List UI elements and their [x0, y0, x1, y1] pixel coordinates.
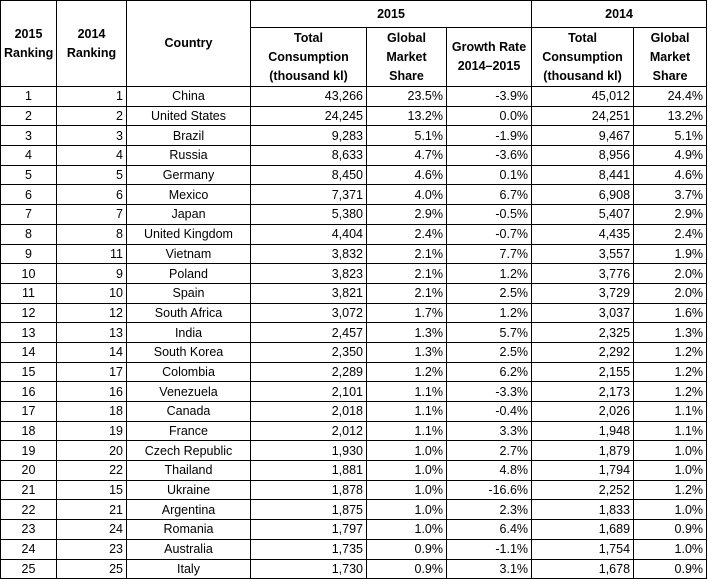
- cell-country: Czech Republic: [127, 441, 251, 461]
- cell-2015-ranking: 9: [1, 244, 57, 264]
- cell-total-consumption-2015: 1,930: [251, 441, 367, 461]
- cell-market-share-2015: 2.1%: [367, 264, 447, 284]
- cell-total-consumption-2014: 1,948: [532, 421, 634, 441]
- table-row: [1, 185, 707, 205]
- header-total-consumption-2014: Total Consumption (thousand kl): [532, 28, 634, 87]
- cell-total-consumption-2015: 1,730: [251, 559, 367, 579]
- table-row: [1, 559, 707, 579]
- table-row: [1, 441, 707, 461]
- cell-total-consumption-2014: 24,251: [532, 106, 634, 126]
- cell-growth-rate: 3.3%: [447, 421, 532, 441]
- cell-2014-ranking: 3: [57, 126, 127, 146]
- table-row: [1, 264, 707, 284]
- cell-market-share-2014: 5.1%: [634, 126, 707, 146]
- cell-growth-rate: -3.6%: [447, 146, 532, 166]
- cell-2015-ranking: 14: [1, 342, 57, 362]
- cell-growth-rate: -0.7%: [447, 224, 532, 244]
- cell-market-share-2014: 1.0%: [634, 441, 707, 461]
- cell-growth-rate: 0.0%: [447, 106, 532, 126]
- cell-market-share-2015: 5.1%: [367, 126, 447, 146]
- cell-total-consumption-2014: 2,155: [532, 362, 634, 382]
- cell-total-consumption-2014: 2,325: [532, 323, 634, 343]
- cell-growth-rate: 3.1%: [447, 559, 532, 579]
- cell-market-share-2015: 2.1%: [367, 283, 447, 303]
- cell-market-share-2015: 1.0%: [367, 441, 447, 461]
- cell-market-share-2015: 2.1%: [367, 244, 447, 264]
- cell-2014-ranking: 18: [57, 402, 127, 422]
- cell-2015-ranking: 5: [1, 165, 57, 185]
- cell-2015-ranking: 21: [1, 480, 57, 500]
- cell-growth-rate: 2.5%: [447, 283, 532, 303]
- cell-2015-ranking: 10: [1, 264, 57, 284]
- cell-market-share-2014: 2.0%: [634, 264, 707, 284]
- cell-country: Canada: [127, 402, 251, 422]
- table-row: [1, 283, 707, 303]
- cell-growth-rate: -1.9%: [447, 126, 532, 146]
- cell-total-consumption-2015: 2,012: [251, 421, 367, 441]
- table-row: [1, 106, 707, 126]
- cell-2015-ranking: 8: [1, 224, 57, 244]
- cell-country: Brazil: [127, 126, 251, 146]
- cell-market-share-2015: 1.1%: [367, 421, 447, 441]
- cell-2014-ranking: 10: [57, 283, 127, 303]
- cell-growth-rate: 1.2%: [447, 303, 532, 323]
- cell-growth-rate: -16.6%: [447, 480, 532, 500]
- cell-market-share-2014: 1.6%: [634, 303, 707, 323]
- cell-2015-ranking: 1: [1, 87, 57, 107]
- cell-total-consumption-2014: 2,173: [532, 382, 634, 402]
- cell-2014-ranking: 4: [57, 146, 127, 166]
- cell-2015-ranking: 7: [1, 205, 57, 225]
- cell-market-share-2015: 1.1%: [367, 382, 447, 402]
- cell-market-share-2015: 1.7%: [367, 303, 447, 323]
- cell-2014-ranking: 12: [57, 303, 127, 323]
- cell-total-consumption-2015: 9,283: [251, 126, 367, 146]
- cell-2015-ranking: 13: [1, 323, 57, 343]
- cell-2014-ranking: 16: [57, 382, 127, 402]
- cell-total-consumption-2015: 3,821: [251, 283, 367, 303]
- table-row: [1, 421, 707, 441]
- cell-market-share-2014: 1.2%: [634, 342, 707, 362]
- cell-market-share-2015: 23.5%: [367, 87, 447, 107]
- table-row: [1, 87, 707, 107]
- cell-total-consumption-2014: 3,776: [532, 264, 634, 284]
- cell-country: Venezuela: [127, 382, 251, 402]
- cell-total-consumption-2014: 3,037: [532, 303, 634, 323]
- cell-total-consumption-2014: 1,833: [532, 500, 634, 520]
- cell-total-consumption-2014: 1,689: [532, 520, 634, 540]
- cell-market-share-2014: 2.9%: [634, 205, 707, 225]
- cell-market-share-2015: 0.9%: [367, 559, 447, 579]
- cell-2014-ranking: 25: [57, 559, 127, 579]
- cell-market-share-2015: 1.3%: [367, 323, 447, 343]
- header-growth-rate: Growth Rate 2014–2015: [447, 28, 532, 87]
- cell-growth-rate: -3.3%: [447, 382, 532, 402]
- cell-market-share-2015: 1.3%: [367, 342, 447, 362]
- cell-country: Argentina: [127, 500, 251, 520]
- table-row: [1, 165, 707, 185]
- table-row: [1, 461, 707, 481]
- cell-total-consumption-2014: 4,435: [532, 224, 634, 244]
- cell-growth-rate: 6.4%: [447, 520, 532, 540]
- cell-growth-rate: 2.3%: [447, 500, 532, 520]
- cell-market-share-2014: 1.2%: [634, 362, 707, 382]
- cell-2014-ranking: 20: [57, 441, 127, 461]
- cell-total-consumption-2015: 1,735: [251, 539, 367, 559]
- cell-market-share-2015: 1.1%: [367, 402, 447, 422]
- cell-2014-ranking: 11: [57, 244, 127, 264]
- cell-market-share-2014: 4.6%: [634, 165, 707, 185]
- cell-market-share-2014: 0.9%: [634, 559, 707, 579]
- table-row: [1, 402, 707, 422]
- table-row: [1, 126, 707, 146]
- cell-total-consumption-2015: 1,881: [251, 461, 367, 481]
- cell-total-consumption-2014: 3,557: [532, 244, 634, 264]
- header-market-share-2015: Global Market Share: [367, 28, 447, 87]
- cell-2014-ranking: 24: [57, 520, 127, 540]
- cell-growth-rate: 2.7%: [447, 441, 532, 461]
- cell-growth-rate: 7.7%: [447, 244, 532, 264]
- header-2015-ranking: 2015 Ranking: [1, 1, 57, 87]
- table-row: [1, 323, 707, 343]
- cell-total-consumption-2015: 2,101: [251, 382, 367, 402]
- cell-country: United Kingdom: [127, 224, 251, 244]
- cell-market-share-2015: 4.6%: [367, 165, 447, 185]
- cell-2015-ranking: 20: [1, 461, 57, 481]
- cell-market-share-2015: 1.0%: [367, 520, 447, 540]
- header-total-consumption-2015: Total Consumption (thousand kl): [251, 28, 367, 87]
- cell-market-share-2014: 1.2%: [634, 382, 707, 402]
- cell-2015-ranking: 25: [1, 559, 57, 579]
- cell-country: Vietnam: [127, 244, 251, 264]
- cell-country: Thailand: [127, 461, 251, 481]
- cell-total-consumption-2014: 45,012: [532, 87, 634, 107]
- cell-total-consumption-2015: 3,072: [251, 303, 367, 323]
- cell-2014-ranking: 17: [57, 362, 127, 382]
- cell-2014-ranking: 6: [57, 185, 127, 205]
- cell-2015-ranking: 15: [1, 362, 57, 382]
- cell-country: Mexico: [127, 185, 251, 205]
- cell-total-consumption-2015: 5,380: [251, 205, 367, 225]
- cell-country: China: [127, 87, 251, 107]
- cell-total-consumption-2014: 9,467: [532, 126, 634, 146]
- cell-country: South Africa: [127, 303, 251, 323]
- cell-growth-rate: -0.4%: [447, 402, 532, 422]
- cell-2014-ranking: 8: [57, 224, 127, 244]
- cell-2015-ranking: 18: [1, 421, 57, 441]
- cell-market-share-2015: 1.0%: [367, 480, 447, 500]
- cell-total-consumption-2015: 2,018: [251, 402, 367, 422]
- cell-country: Australia: [127, 539, 251, 559]
- cell-2015-ranking: 17: [1, 402, 57, 422]
- header-country: Country: [127, 1, 251, 87]
- cell-total-consumption-2014: 1,754: [532, 539, 634, 559]
- table-row: [1, 146, 707, 166]
- table-row: [1, 382, 707, 402]
- cell-market-share-2014: 24.4%: [634, 87, 707, 107]
- cell-total-consumption-2015: 4,404: [251, 224, 367, 244]
- cell-market-share-2014: 1.0%: [634, 461, 707, 481]
- cell-2015-ranking: 12: [1, 303, 57, 323]
- cell-market-share-2014: 2.4%: [634, 224, 707, 244]
- cell-total-consumption-2015: 8,450: [251, 165, 367, 185]
- cell-growth-rate: 6.2%: [447, 362, 532, 382]
- cell-country: Romania: [127, 520, 251, 540]
- cell-2015-ranking: 24: [1, 539, 57, 559]
- cell-total-consumption-2014: 5,407: [532, 205, 634, 225]
- cell-total-consumption-2015: 3,832: [251, 244, 367, 264]
- cell-market-share-2015: 4.0%: [367, 185, 447, 205]
- cell-2015-ranking: 6: [1, 185, 57, 205]
- cell-total-consumption-2014: 2,252: [532, 480, 634, 500]
- cell-2014-ranking: 23: [57, 539, 127, 559]
- table-row: [1, 342, 707, 362]
- cell-2015-ranking: 3: [1, 126, 57, 146]
- cell-country: Spain: [127, 283, 251, 303]
- cell-country: India: [127, 323, 251, 343]
- table-row: [1, 224, 707, 244]
- cell-market-share-2014: 1.1%: [634, 402, 707, 422]
- cell-growth-rate: 5.7%: [447, 323, 532, 343]
- cell-market-share-2014: 1.2%: [634, 480, 707, 500]
- table-row: [1, 480, 707, 500]
- cell-2014-ranking: 5: [57, 165, 127, 185]
- cell-market-share-2014: 2.0%: [634, 283, 707, 303]
- cell-total-consumption-2015: 1,878: [251, 480, 367, 500]
- cell-total-consumption-2014: 8,441: [532, 165, 634, 185]
- table-row: [1, 244, 707, 264]
- cell-market-share-2015: 2.9%: [367, 205, 447, 225]
- cell-2014-ranking: 2: [57, 106, 127, 126]
- cell-2015-ranking: 2: [1, 106, 57, 126]
- cell-country: South Korea: [127, 342, 251, 362]
- table-row: [1, 362, 707, 382]
- cell-market-share-2014: 3.7%: [634, 185, 707, 205]
- cell-growth-rate: 2.5%: [447, 342, 532, 362]
- cell-total-consumption-2014: 1,678: [532, 559, 634, 579]
- cell-2014-ranking: 9: [57, 264, 127, 284]
- cell-country: Ukraine: [127, 480, 251, 500]
- cell-2015-ranking: 4: [1, 146, 57, 166]
- cell-growth-rate: -3.9%: [447, 87, 532, 107]
- cell-market-share-2014: 4.9%: [634, 146, 707, 166]
- cell-2015-ranking: 11: [1, 283, 57, 303]
- cell-growth-rate: -1.1%: [447, 539, 532, 559]
- table-row: [1, 205, 707, 225]
- cell-market-share-2015: 1.0%: [367, 461, 447, 481]
- cell-2014-ranking: 7: [57, 205, 127, 225]
- header-2014-ranking: 2014 Ranking: [57, 1, 127, 87]
- cell-total-consumption-2015: 2,457: [251, 323, 367, 343]
- cell-market-share-2014: 1.9%: [634, 244, 707, 264]
- cell-2014-ranking: 19: [57, 421, 127, 441]
- cell-market-share-2014: 1.0%: [634, 539, 707, 559]
- cell-total-consumption-2015: 8,633: [251, 146, 367, 166]
- header-market-share-2014: Global Market Share: [634, 28, 707, 87]
- cell-total-consumption-2014: 2,026: [532, 402, 634, 422]
- cell-growth-rate: 4.8%: [447, 461, 532, 481]
- cell-2015-ranking: 22: [1, 500, 57, 520]
- cell-total-consumption-2015: 2,350: [251, 342, 367, 362]
- cell-2015-ranking: 16: [1, 382, 57, 402]
- cell-total-consumption-2014: 6,908: [532, 185, 634, 205]
- cell-total-consumption-2014: 1,879: [532, 441, 634, 461]
- header-group-2015: 2015: [251, 1, 532, 28]
- cell-market-share-2015: 4.7%: [367, 146, 447, 166]
- table-body: [1, 87, 707, 579]
- cell-country: Russia: [127, 146, 251, 166]
- cell-2015-ranking: 23: [1, 520, 57, 540]
- cell-total-consumption-2015: 43,266: [251, 87, 367, 107]
- cell-2014-ranking: 22: [57, 461, 127, 481]
- cell-country: Colombia: [127, 362, 251, 382]
- header-group-2014: 2014: [532, 1, 707, 28]
- table-row: [1, 520, 707, 540]
- cell-2014-ranking: 14: [57, 342, 127, 362]
- cell-market-share-2014: 1.3%: [634, 323, 707, 343]
- cell-country: Germany: [127, 165, 251, 185]
- cell-market-share-2015: 1.2%: [367, 362, 447, 382]
- cell-2014-ranking: 1: [57, 87, 127, 107]
- table-row: [1, 539, 707, 559]
- cell-country: Italy: [127, 559, 251, 579]
- cell-market-share-2014: 13.2%: [634, 106, 707, 126]
- cell-market-share-2015: 1.0%: [367, 500, 447, 520]
- table-row: [1, 303, 707, 323]
- cell-total-consumption-2015: 3,823: [251, 264, 367, 284]
- cell-market-share-2014: 0.9%: [634, 520, 707, 540]
- cell-growth-rate: 1.2%: [447, 264, 532, 284]
- cell-country: Japan: [127, 205, 251, 225]
- cell-market-share-2015: 0.9%: [367, 539, 447, 559]
- cell-2015-ranking: 19: [1, 441, 57, 461]
- cell-total-consumption-2015: 2,289: [251, 362, 367, 382]
- table-row: [1, 500, 707, 520]
- cell-total-consumption-2014: 3,729: [532, 283, 634, 303]
- cell-market-share-2014: 1.0%: [634, 500, 707, 520]
- cell-total-consumption-2015: 1,797: [251, 520, 367, 540]
- cell-growth-rate: -0.5%: [447, 205, 532, 225]
- cell-market-share-2014: 1.1%: [634, 421, 707, 441]
- cell-country: United States: [127, 106, 251, 126]
- cell-2014-ranking: 21: [57, 500, 127, 520]
- header-row-top: [1, 1, 707, 28]
- cell-growth-rate: 0.1%: [447, 165, 532, 185]
- cell-total-consumption-2015: 1,875: [251, 500, 367, 520]
- cell-total-consumption-2014: 8,956: [532, 146, 634, 166]
- cell-market-share-2015: 13.2%: [367, 106, 447, 126]
- cell-total-consumption-2014: 2,292: [532, 342, 634, 362]
- cell-total-consumption-2015: 24,245: [251, 106, 367, 126]
- cell-total-consumption-2014: 1,794: [532, 461, 634, 481]
- cell-market-share-2015: 2.4%: [367, 224, 447, 244]
- cell-2014-ranking: 15: [57, 480, 127, 500]
- cell-country: Poland: [127, 264, 251, 284]
- cell-country: France: [127, 421, 251, 441]
- cell-2014-ranking: 13: [57, 323, 127, 343]
- cell-growth-rate: 6.7%: [447, 185, 532, 205]
- cell-total-consumption-2015: 7,371: [251, 185, 367, 205]
